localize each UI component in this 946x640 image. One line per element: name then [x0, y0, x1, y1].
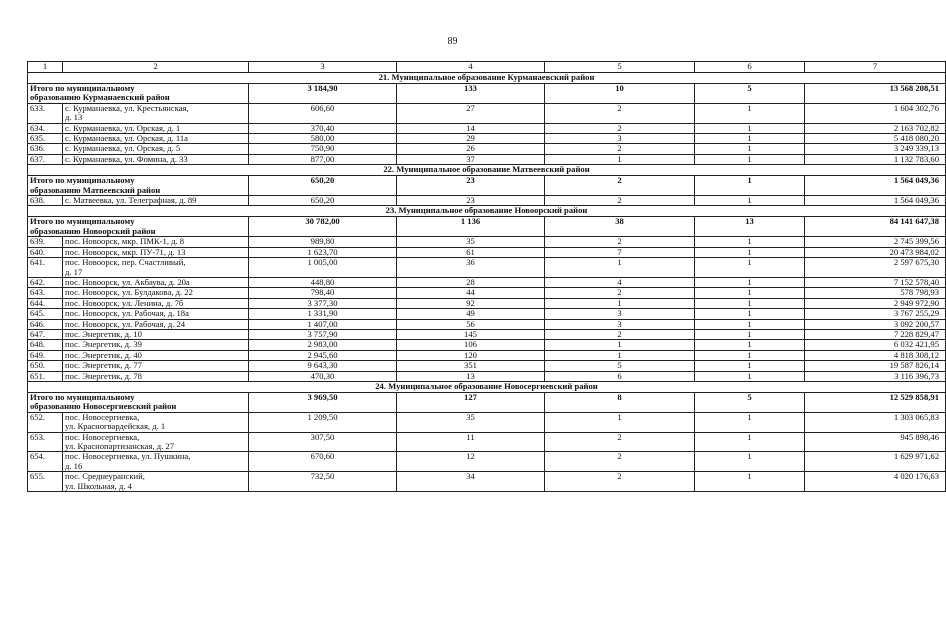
- total-area: 3 184,90: [249, 84, 397, 104]
- row-sum: 4 020 176,63: [805, 472, 946, 492]
- row-area: 1 407,00: [249, 319, 397, 329]
- row-houses: 2: [545, 237, 695, 247]
- row-address: [63, 452, 249, 472]
- table-row: [28, 432, 946, 452]
- row-sum: 3 249 339,13: [805, 144, 946, 154]
- total-houses: 2: [545, 176, 695, 196]
- row-houses: 2: [545, 452, 695, 472]
- row-number: 649.: [28, 350, 63, 360]
- text-line: с. Курманаевка, ул. Фомина, д. 33: [65, 153, 188, 164]
- row-houses: 1: [545, 298, 695, 308]
- row-number: 654.: [28, 452, 63, 472]
- row-people: 23: [397, 196, 545, 206]
- text-line: пос. Новоорск, пер. Счастливый,: [65, 257, 186, 268]
- table-row: [28, 350, 946, 360]
- text-line: пос. Энергетик, д. 10: [65, 328, 142, 339]
- text-line: с. Курманаевка, ул. Орская, д. 11а: [65, 133, 188, 144]
- row-area: 1 331,90: [249, 309, 397, 319]
- row-houses: 2: [545, 288, 695, 298]
- row-people: 12: [397, 452, 545, 472]
- total-col6: 5: [695, 392, 805, 412]
- row-sum: 3 116 396,73: [805, 371, 946, 381]
- text-line: пос. Новосергиевка, ул. Пушкина,: [65, 451, 191, 462]
- column-header: 7: [805, 62, 946, 73]
- table-row: [28, 452, 946, 472]
- row-number: 642.: [28, 277, 63, 287]
- text-line: д. 17: [65, 266, 83, 277]
- table-row: [28, 258, 946, 278]
- text-line: пос. Новоорск, ул. Булдакова, д. 22: [65, 287, 193, 298]
- row-address: [63, 350, 249, 360]
- text-line: пос. Новоорск, ул. Рабочая, д. 18а: [65, 308, 189, 319]
- row-people: 120: [397, 350, 545, 360]
- section-title: 22. Муниципальное образование Матвеевский район: [28, 165, 946, 176]
- row-area: 448,80: [249, 277, 397, 287]
- table-row: [28, 329, 946, 339]
- section-total-row: [28, 176, 946, 196]
- table-row: [28, 319, 946, 329]
- text-line: пос. Новоорск, ул. Акбаува, д. 20а: [65, 276, 190, 287]
- row-houses: 1: [545, 154, 695, 164]
- row-number: 638.: [28, 196, 63, 206]
- total-sum: 1 564 049,36: [805, 176, 946, 196]
- table-row: [28, 103, 946, 123]
- row-people: 106: [397, 340, 545, 350]
- row-people: 36: [397, 258, 545, 278]
- row-address: [63, 134, 249, 144]
- total-people: 23: [397, 176, 545, 196]
- row-sum: 5 418 080,20: [805, 134, 946, 144]
- section-title-row: [28, 165, 946, 176]
- row-sum: 2 163 702,82: [805, 123, 946, 133]
- table-body: [28, 62, 946, 492]
- row-address: [63, 103, 249, 123]
- table-row: [28, 361, 946, 371]
- row-sum: 6 032 421,95: [805, 340, 946, 350]
- row-area: 1 623,70: [249, 247, 397, 257]
- row-number: 643.: [28, 288, 63, 298]
- row-number: 640.: [28, 247, 63, 257]
- row-area: 2 945,60: [249, 350, 397, 360]
- row-houses: 1: [545, 412, 695, 432]
- total-sum: 84 141 647,38: [805, 217, 946, 237]
- row-area: 1 005,00: [249, 258, 397, 278]
- row-number: 655.: [28, 472, 63, 492]
- row-col6: 1: [695, 340, 805, 350]
- row-col6: 1: [695, 196, 805, 206]
- table-row: [28, 277, 946, 287]
- row-houses: 2: [545, 123, 695, 133]
- row-col6: 1: [695, 134, 805, 144]
- row-sum: 19 587 826,14: [805, 361, 946, 371]
- row-number: 633.: [28, 103, 63, 123]
- row-number: 646.: [28, 319, 63, 329]
- row-houses: 2: [545, 472, 695, 492]
- text-line: д. 13: [65, 112, 83, 123]
- row-col6: 1: [695, 361, 805, 371]
- text-line: ул. Школьная, д. 4: [65, 480, 132, 491]
- row-col6: 1: [695, 298, 805, 308]
- row-area: 1 209,50: [249, 412, 397, 432]
- row-people: 11: [397, 432, 545, 452]
- text-line: пос. Новосергиевка,: [65, 431, 140, 442]
- column-header: 2: [63, 62, 249, 73]
- row-number: 647.: [28, 329, 63, 339]
- section-total-row: [28, 217, 946, 237]
- row-houses: 5: [545, 361, 695, 371]
- row-area: 989,80: [249, 237, 397, 247]
- row-area: 9 643,30: [249, 361, 397, 371]
- row-people: 28: [397, 277, 545, 287]
- row-address: [63, 237, 249, 247]
- table-row: [28, 196, 946, 206]
- row-address: [63, 309, 249, 319]
- row-number: 651.: [28, 371, 63, 381]
- total-label: [28, 176, 249, 196]
- row-area: 670,60: [249, 452, 397, 472]
- row-col6: 1: [695, 412, 805, 432]
- row-area: 606,60: [249, 103, 397, 123]
- row-houses: 6: [545, 371, 695, 381]
- row-people: 49: [397, 309, 545, 319]
- row-address: [63, 258, 249, 278]
- row-sum: 1 303 065,83: [805, 412, 946, 432]
- table-row: [28, 412, 946, 432]
- text-line: образованию Матвеевский район: [30, 184, 161, 195]
- row-people: 29: [397, 134, 545, 144]
- text-line: пос. Энергетик, д. 39: [65, 339, 142, 350]
- row-sum: 945 898,46: [805, 432, 946, 452]
- row-area: 2 983,00: [249, 340, 397, 350]
- row-col6: 1: [695, 123, 805, 133]
- table-row: [28, 298, 946, 308]
- row-area: 470,30: [249, 371, 397, 381]
- row-houses: 7: [545, 247, 695, 257]
- column-header: 6: [695, 62, 805, 73]
- row-col6: 1: [695, 288, 805, 298]
- row-area: 650,20: [249, 196, 397, 206]
- section-total-row: [28, 392, 946, 412]
- row-area: 798,40: [249, 288, 397, 298]
- row-houses: 2: [545, 103, 695, 123]
- text-line: с. Курманаевка, ул. Орская, д. 5: [65, 143, 181, 154]
- row-number: 648.: [28, 340, 63, 350]
- row-number: 636.: [28, 144, 63, 154]
- total-area: 30 782,00: [249, 217, 397, 237]
- total-houses: 38: [545, 217, 695, 237]
- text-line: с. Курманаевка, ул. Орская, д. 1: [65, 122, 181, 133]
- table-row: [28, 309, 946, 319]
- row-address: [63, 361, 249, 371]
- text-line: образованию Новосергиевский район: [30, 401, 177, 412]
- row-sum: 2 745 399,56: [805, 237, 946, 247]
- row-address: [63, 196, 249, 206]
- total-col6: 5: [695, 84, 805, 104]
- text-line: пос. Энергетик, д. 78: [65, 370, 142, 381]
- row-people: 26: [397, 144, 545, 154]
- row-col6: 1: [695, 452, 805, 472]
- row-sum: 1 604 302,76: [805, 103, 946, 123]
- row-sum: 4 818 308,12: [805, 350, 946, 360]
- row-address: [63, 123, 249, 133]
- row-address: [63, 412, 249, 432]
- row-col6: 1: [695, 432, 805, 452]
- section-title: 24. Муниципальное образование Новосергиевский район: [28, 381, 946, 392]
- total-label: [28, 217, 249, 237]
- table-row: [28, 288, 946, 298]
- section-title: 21. Муниципальное образование Курманаевский район: [28, 73, 946, 84]
- row-number: 650.: [28, 361, 63, 371]
- row-col6: 1: [695, 154, 805, 164]
- text-line: Итого по муниципальному: [30, 216, 135, 227]
- column-number-header-row: [28, 62, 946, 73]
- row-sum: 7 152 578,40: [805, 277, 946, 287]
- row-area: 3 377,30: [249, 298, 397, 308]
- row-houses: 2: [545, 329, 695, 339]
- text-line: Итого по муниципальному: [30, 391, 135, 402]
- text-line: образованию Курманаевский район: [30, 92, 170, 103]
- row-people: 27: [397, 103, 545, 123]
- table-row: [28, 371, 946, 381]
- total-people: 133: [397, 84, 545, 104]
- row-sum: 3 767 255,29: [805, 309, 946, 319]
- row-houses: 3: [545, 134, 695, 144]
- row-people: 92: [397, 298, 545, 308]
- total-houses: 10: [545, 84, 695, 104]
- row-number: 641.: [28, 258, 63, 278]
- row-people: 35: [397, 412, 545, 432]
- total-sum: 12 529 858,91: [805, 392, 946, 412]
- row-address: [63, 472, 249, 492]
- row-number: 637.: [28, 154, 63, 164]
- row-area: 370,40: [249, 123, 397, 133]
- row-houses: 4: [545, 277, 695, 287]
- column-header: 1: [28, 62, 63, 73]
- table-row: [28, 154, 946, 164]
- row-col6: 1: [695, 277, 805, 287]
- text-line: пос. Новоорск, мкр. ПМК-1, д. 8: [65, 236, 185, 247]
- total-col6: 13: [695, 217, 805, 237]
- row-houses: 1: [545, 340, 695, 350]
- total-sum: 13 568 208,51: [805, 84, 946, 104]
- page-number: 89: [447, 36, 458, 47]
- total-col6: 1: [695, 176, 805, 196]
- row-col6: 1: [695, 309, 805, 319]
- row-sum: 2 597 675,30: [805, 258, 946, 278]
- row-houses: 2: [545, 432, 695, 452]
- row-sum: 1 564 049,36: [805, 196, 946, 206]
- row-sum: 3 092 200,57: [805, 319, 946, 329]
- total-people: 1 136: [397, 217, 545, 237]
- row-sum: 1 629 971,62: [805, 452, 946, 472]
- row-col6: 1: [695, 144, 805, 154]
- text-line: пос. Энергетик, д. 40: [65, 349, 142, 360]
- row-col6: 1: [695, 472, 805, 492]
- row-address: [63, 247, 249, 257]
- row-people: 145: [397, 329, 545, 339]
- row-houses: 1: [545, 350, 695, 360]
- row-address: [63, 371, 249, 381]
- row-houses: 3: [545, 309, 695, 319]
- text-line: пос. Среднеуранский,: [65, 471, 145, 482]
- text-line: ул. Красногвардейская, д. 1: [65, 421, 166, 432]
- text-line: Итого по муниципальному: [30, 175, 135, 186]
- row-col6: 1: [695, 237, 805, 247]
- row-number: 652.: [28, 412, 63, 432]
- row-people: 14: [397, 123, 545, 133]
- row-people: 37: [397, 154, 545, 164]
- total-area: 3 969,50: [249, 392, 397, 412]
- section-title-row: [28, 381, 946, 392]
- text-line: д. 16: [65, 460, 83, 471]
- table-row: [28, 237, 946, 247]
- table-row: [28, 123, 946, 133]
- row-col6: 1: [695, 329, 805, 339]
- table-row: [28, 144, 946, 154]
- column-header: 4: [397, 62, 545, 73]
- row-sum: 2 949 972,90: [805, 298, 946, 308]
- section-total-row: [28, 84, 946, 104]
- total-label: [28, 392, 249, 412]
- row-sum: 7 228 829,47: [805, 329, 946, 339]
- text-line: пос. Новоорск, ул. Ленина, д. 7б: [65, 297, 184, 308]
- row-people: 56: [397, 319, 545, 329]
- row-col6: 1: [695, 350, 805, 360]
- total-label: [28, 84, 249, 104]
- text-line: с. Курманаевка, ул. Крестьянская,: [65, 102, 189, 113]
- register-table: [27, 61, 946, 492]
- text-line: пос. Новоорск, мкр. ПУ-71, д. 13: [65, 246, 186, 257]
- text-line: Итого по муниципальному: [30, 83, 135, 93]
- row-area: 877,00: [249, 154, 397, 164]
- row-address: [63, 154, 249, 164]
- row-address: [63, 144, 249, 154]
- row-number: 635.: [28, 134, 63, 144]
- row-number: 644.: [28, 298, 63, 308]
- column-header: 5: [545, 62, 695, 73]
- table-row: [28, 134, 946, 144]
- row-houses: 2: [545, 144, 695, 154]
- text-line: с. Матвеевка, ул. Телеграфная, д. 89: [65, 195, 197, 206]
- row-col6: 1: [695, 319, 805, 329]
- text-line: ул. Краснопартизанская, д. 27: [65, 441, 175, 451]
- row-people: 34: [397, 472, 545, 492]
- row-address: [63, 432, 249, 452]
- total-houses: 8: [545, 392, 695, 412]
- row-people: 61: [397, 247, 545, 257]
- row-address: [63, 329, 249, 339]
- row-col6: 1: [695, 371, 805, 381]
- row-address: [63, 277, 249, 287]
- total-area: 650,20: [249, 176, 397, 196]
- section-title-row: [28, 73, 946, 84]
- row-area: 732,50: [249, 472, 397, 492]
- row-houses: 1: [545, 258, 695, 278]
- text-line: образованию Новоорский район: [30, 225, 156, 236]
- table-row: [28, 472, 946, 492]
- row-area: 307,50: [249, 432, 397, 452]
- row-address: [63, 340, 249, 350]
- row-people: 35: [397, 237, 545, 247]
- row-people: 351: [397, 361, 545, 371]
- row-col6: 1: [695, 258, 805, 278]
- column-header: 3: [249, 62, 397, 73]
- row-number: 639.: [28, 237, 63, 247]
- row-houses: 2: [545, 196, 695, 206]
- row-houses: 3: [545, 319, 695, 329]
- row-people: 44: [397, 288, 545, 298]
- row-area: 580,00: [249, 134, 397, 144]
- section-title-row: [28, 206, 946, 217]
- row-col6: 1: [695, 103, 805, 123]
- row-area: 750,90: [249, 144, 397, 154]
- row-address: [63, 298, 249, 308]
- row-sum: 1 132 783,60: [805, 154, 946, 164]
- row-address: [63, 288, 249, 298]
- text-line: пос. Новоорск, ул. Рабочая, д. 24: [65, 318, 186, 329]
- row-sum: 20 473 984,02: [805, 247, 946, 257]
- row-number: 653.: [28, 432, 63, 452]
- row-address: [63, 319, 249, 329]
- text-line: пос. Новосергиевка,: [65, 411, 140, 422]
- total-people: 127: [397, 392, 545, 412]
- row-col6: 1: [695, 247, 805, 257]
- table-row: [28, 247, 946, 257]
- table-row: [28, 340, 946, 350]
- row-people: 13: [397, 371, 545, 381]
- section-title: 23. Муниципальное образование Новоорский район: [28, 206, 946, 217]
- row-sum: 578 798,93: [805, 288, 946, 298]
- row-area: 3 757,90: [249, 329, 397, 339]
- row-number: 634.: [28, 123, 63, 133]
- row-number: 645.: [28, 309, 63, 319]
- text-line: пос. Энергетик, д. 77: [65, 360, 142, 371]
